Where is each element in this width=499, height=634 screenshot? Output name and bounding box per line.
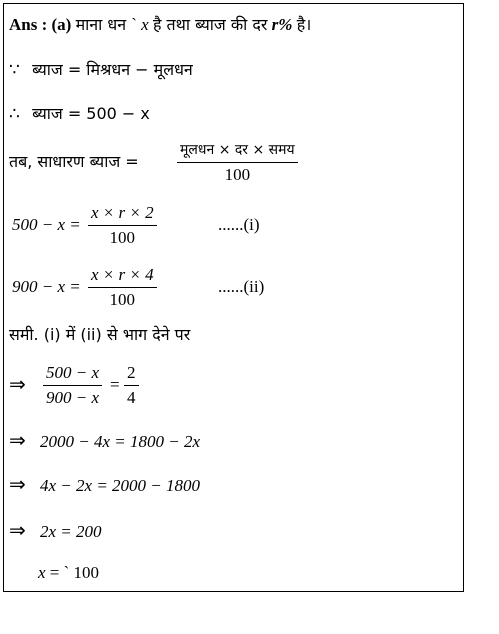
answer-intro-line bbox=[9, 15, 311, 35]
step1-right-denominator: 4 bbox=[127, 388, 136, 407]
final-answer bbox=[38, 563, 99, 583]
step1-left-fraction bbox=[43, 363, 102, 408]
therefore-text: ब्याज = 500 − x bbox=[32, 104, 150, 123]
step4-line bbox=[9, 520, 102, 542]
because-line bbox=[9, 60, 193, 80]
step4-equation: 2x = 200 bbox=[40, 522, 102, 541]
si-formula-denominator: 100 bbox=[224, 165, 251, 184]
step1-left-numerator: 500 − x bbox=[43, 363, 102, 386]
intro-text-c: है। bbox=[296, 15, 312, 34]
eq1-denominator: 100 bbox=[109, 228, 136, 247]
intro-text-a: माना धन bbox=[75, 15, 132, 34]
step3-equation: 4x − 2x = 2000 − 1800 bbox=[40, 476, 201, 495]
intro-text-b: है तथा ब्याज की दर bbox=[152, 15, 268, 34]
implies-arrow-1: ⇒ bbox=[9, 372, 26, 396]
answer-box bbox=[3, 3, 464, 592]
var-x: x bbox=[141, 15, 149, 34]
step1-right-numerator: 2 bbox=[124, 363, 139, 386]
rupee-symbol: ` bbox=[131, 15, 137, 34]
si-formula-lhs: तब, साधारण ब्याज = bbox=[9, 152, 139, 171]
eq1-fraction bbox=[88, 203, 157, 248]
si-formula-numerator: मूलधन × दर × समय bbox=[177, 140, 298, 163]
eq2-fraction bbox=[88, 265, 157, 310]
eq1-lhs: 500 − x = bbox=[12, 215, 81, 234]
rate-var: r% bbox=[271, 15, 293, 34]
answer-label: Ans : (a) bbox=[9, 15, 72, 34]
implies-arrow-4: ⇒ bbox=[9, 518, 26, 542]
implies-arrow-3: ⇒ bbox=[9, 472, 26, 496]
eq2-tag: ......(ii) bbox=[218, 277, 265, 296]
step1-equals: = bbox=[110, 375, 120, 394]
eq2-numerator: x × r × 4 bbox=[88, 265, 157, 288]
step1-right-fraction bbox=[124, 363, 139, 408]
because-text: ब्याज = मिश्रधन − मूलधन bbox=[32, 60, 193, 79]
therefore-symbol: ∴ bbox=[9, 104, 20, 124]
implies-arrow-2: ⇒ bbox=[9, 428, 26, 452]
because-symbol: ∵ bbox=[9, 60, 20, 80]
step2-line bbox=[9, 430, 200, 452]
eq2-denominator: 100 bbox=[109, 290, 136, 309]
therefore-line bbox=[9, 104, 150, 124]
eq1-numerator: x × r × 2 bbox=[88, 203, 157, 226]
final-value: = ` 100 bbox=[49, 563, 100, 582]
step3-line bbox=[9, 474, 200, 496]
eq1-tag: ......(i) bbox=[218, 215, 260, 234]
si-formula-fraction bbox=[177, 140, 298, 185]
step2-equation: 2000 − 4x = 1800 − 2x bbox=[40, 432, 201, 451]
eq2-lhs: 900 − x = bbox=[12, 277, 81, 296]
step1-left-denominator: 900 − x bbox=[46, 388, 100, 407]
divide-instruction: समी. (i) में (ii) से भाग देने पर bbox=[9, 325, 191, 344]
final-var: x bbox=[38, 563, 46, 582]
